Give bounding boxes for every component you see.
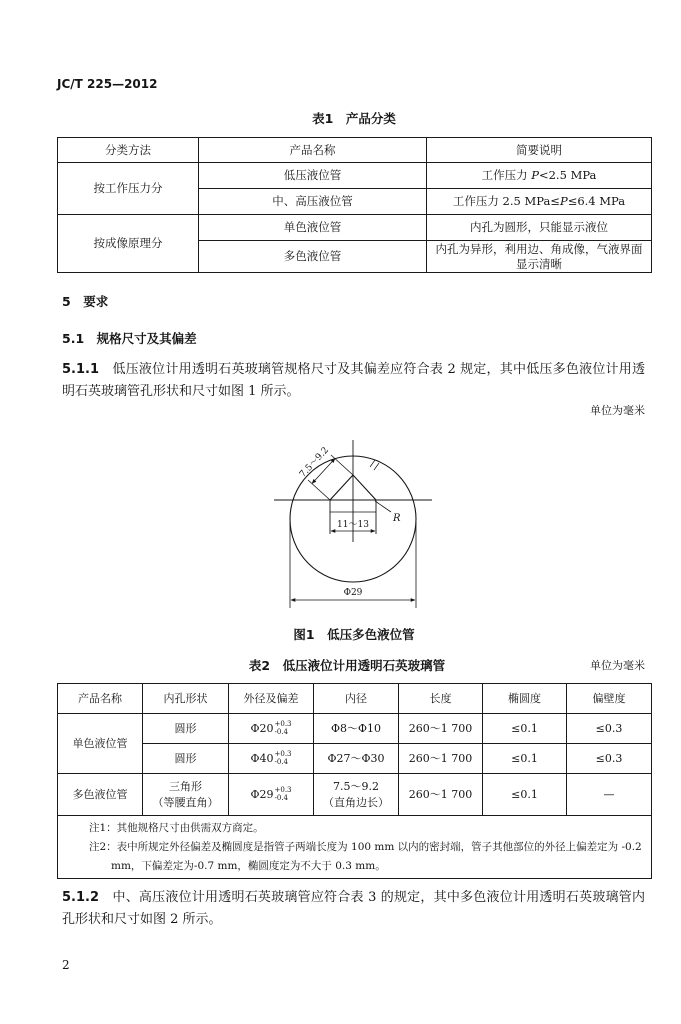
table-notes-row (58, 816, 652, 879)
ovality-cell: ≤0.1 (483, 774, 567, 816)
bore-shape-text: 三角形 (169, 779, 202, 793)
diameter-dimension-label: Φ29 (343, 588, 363, 598)
bore-shape-note: （等腰直角） (152, 795, 219, 809)
wall-eccentricity-cell: ≤0.3 (567, 744, 652, 774)
standard-number: JC/T 225—2012 (57, 77, 158, 91)
section-5-heading: 5 要求 (62, 294, 109, 309)
inner-diameter-cell: Φ8～Φ10 (314, 714, 399, 744)
outer-diameter-cell (229, 744, 314, 774)
bore-shape-cell: 圆形 (143, 714, 229, 744)
product-name-cell: 中、高压液位管 (199, 189, 427, 215)
column-header: 分类方法 (58, 138, 199, 163)
table-notes-cell (58, 816, 652, 879)
product-name-cell: 多色液位管 (58, 774, 143, 816)
figure1-drawing (270, 430, 450, 615)
length-cell: 260～1 700 (399, 744, 483, 774)
product-name-cell: 单色液位管 (199, 215, 427, 241)
inner-diameter-cell: Φ27～Φ30 (314, 744, 399, 774)
glass-hatch-mark (370, 460, 375, 467)
product-name-cell: 单色液位管 (58, 714, 143, 774)
inner-diameter-text: 7.5～9.2 (333, 779, 379, 793)
product-classification-table (57, 137, 652, 273)
radius-leader-line (375, 501, 391, 512)
tolerance-stack (275, 721, 292, 736)
clause-number: 5.1.2 (62, 890, 100, 905)
lower-deviation: -0.4 (274, 793, 288, 802)
clause-number: 5.1.1 (62, 362, 100, 377)
column-header: 椭圆度 (483, 684, 567, 714)
description-cell: 内孔为异形，利用边、角成像，气液界面显示清晰 (427, 241, 652, 273)
description-cell (427, 163, 652, 189)
clause-text: 中、高压液位计用透明石英玻璃管应符合表 3 的规定，其中多色液位计用透明石英玻璃管内孔形状和尺寸如图 2 所示。 (62, 890, 645, 927)
outer-diameter-cell (229, 714, 314, 744)
table2-unit-note: 单位为毫米 (590, 659, 645, 672)
description-cell: 内孔为圆形，只能显示液位 (427, 215, 652, 241)
column-header: 简要说明 (427, 138, 652, 163)
figure1-caption: 图1 低压多色液位管 (293, 627, 415, 642)
product-name-cell: 低压液位管 (199, 163, 427, 189)
column-header: 内孔形状 (143, 684, 229, 714)
table-note-1: 注1：其他规格尺寸由供需双方商定。 (89, 822, 264, 834)
table2-title: 表2 低压液位计用透明石英玻璃管 (248, 658, 446, 673)
tolerance-stack (275, 751, 292, 766)
description-text: ≤6.4 MPa (567, 194, 626, 208)
classification-method-cell: 按工作压力分 (58, 163, 199, 215)
outer-diameter-value: Φ29 (250, 787, 274, 801)
table-row (58, 215, 652, 241)
pressure-symbol: P (559, 194, 568, 208)
pressure-symbol: P (531, 168, 539, 182)
column-header: 产品名称 (58, 684, 143, 714)
table-note-2: 注2：表中所规定外径偏差及椭圆度是指管子两端长度为 100 mm 以内的密封端，管子其他部位的外径上偏差定为 -0.2 mm，下偏差定为-0.7 mm，椭圆度定为不大于 0.3 mm。 (89, 841, 642, 872)
leg-extension-line (308, 480, 330, 500)
table-row (58, 774, 652, 816)
description-text: 工作压力 2.5 MPa≤ (452, 194, 560, 208)
length-cell: 260～1 700 (399, 774, 483, 816)
column-header: 长度 (399, 684, 483, 714)
ovality-cell: ≤0.1 (483, 714, 567, 744)
outer-diameter-cell (229, 774, 314, 816)
clause-text: 低压液位计用透明石英玻璃管规格尺寸及其偏差应符合表 2 规定，其中低压多色液位计用透明石英玻璃管孔形状和尺寸如图 1 所示。 (62, 362, 645, 399)
quartz-tube-spec-table (57, 683, 652, 879)
length-cell: 260～1 700 (399, 714, 483, 744)
leg-dimension-label: 7.5～9.2 (298, 445, 332, 480)
table-header-row (58, 138, 652, 163)
lower-deviation: -0.4 (274, 757, 288, 766)
column-header: 产品名称 (199, 138, 427, 163)
bore-shape-cell (143, 774, 229, 816)
section-5-1-heading: 5.1 规格尺寸及其偏差 (62, 331, 197, 346)
wall-eccentricity-cell: ≤0.3 (567, 714, 652, 744)
inner-diameter-cell (314, 774, 399, 816)
column-header: 偏壁度 (567, 684, 652, 714)
radius-label: R (393, 513, 401, 524)
lower-deviation: -0.4 (274, 727, 288, 736)
upper-deviation: +0.3 (274, 786, 292, 795)
glass-hatch-mark (374, 463, 379, 470)
outer-diameter-value: Φ40 (250, 751, 274, 765)
leg-extension-line (331, 455, 353, 475)
table-header-row (58, 684, 652, 714)
classification-method-cell: 按成像原理分 (58, 215, 199, 273)
inner-diameter-note: （直角边长） (323, 795, 389, 809)
figure1-unit-note: 单位为毫米 (590, 404, 645, 417)
paragraph-5-1-1 (62, 359, 645, 403)
wall-eccentricity-cell: — (567, 774, 652, 816)
table1-title: 表1 产品分类 (312, 111, 396, 126)
product-name-cell: 多色液位管 (199, 241, 427, 273)
ovality-cell: ≤0.1 (483, 744, 567, 774)
bore-shape-cell: 圆形 (143, 744, 229, 774)
description-text: <2.5 MPa (538, 168, 597, 182)
tolerance-stack (275, 787, 292, 802)
description-text: 工作压力 (481, 168, 532, 182)
page-number: 2 (62, 958, 70, 972)
upper-deviation: +0.3 (274, 750, 292, 759)
outer-diameter-value: Φ20 (250, 721, 274, 735)
column-header: 内径 (314, 684, 399, 714)
table-row (58, 714, 652, 744)
upper-deviation: +0.3 (274, 720, 292, 729)
table-row (58, 163, 652, 189)
description-cell (427, 189, 652, 215)
table-row (58, 744, 652, 774)
column-header: 外径及偏差 (229, 684, 314, 714)
width-dimension-label: 11～13 (337, 520, 369, 530)
paragraph-5-1-2 (62, 887, 645, 931)
